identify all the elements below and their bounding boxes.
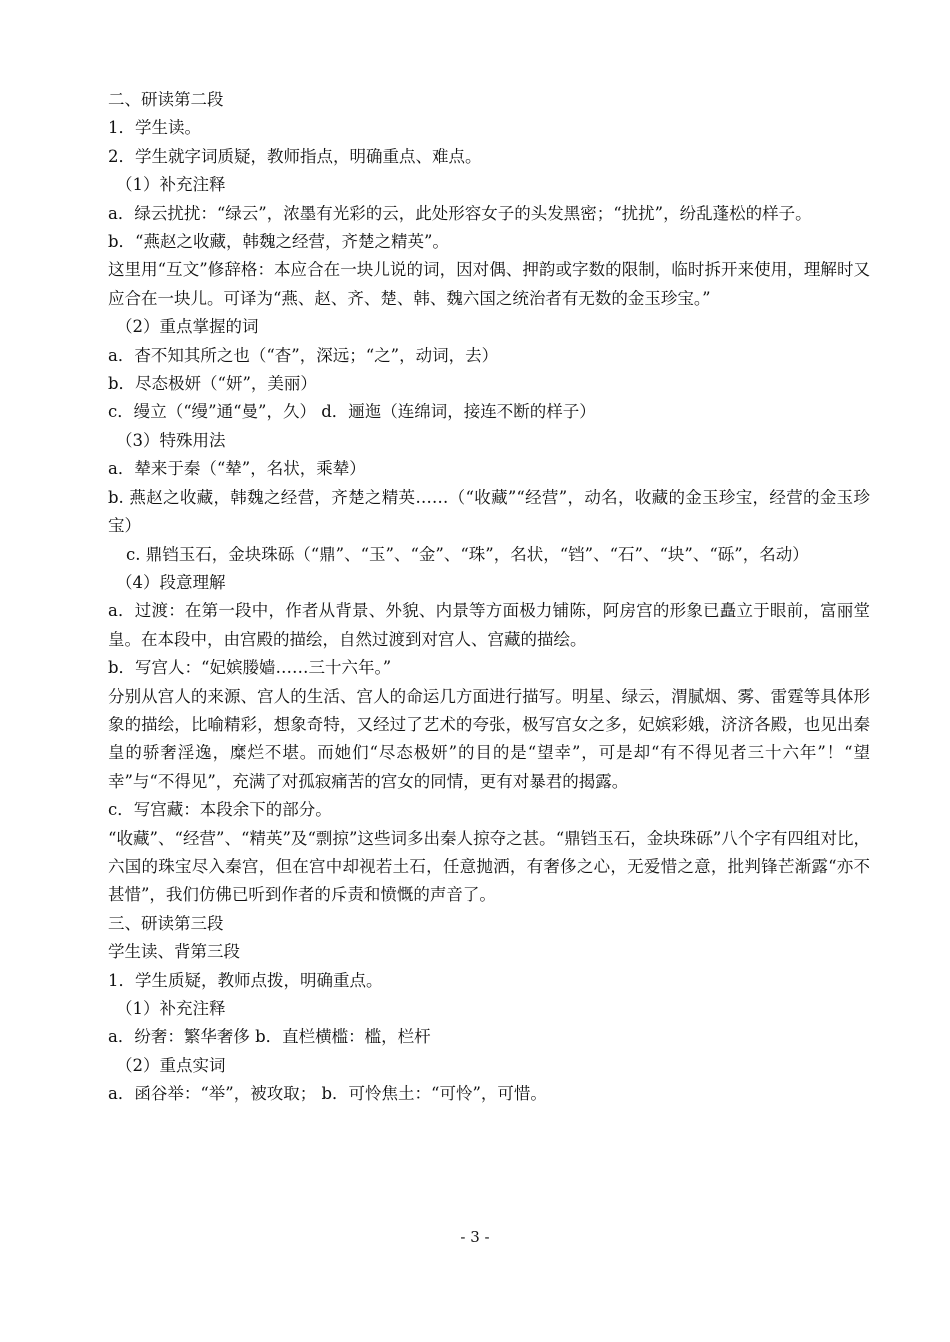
text-line: （3）特殊用法 xyxy=(116,430,226,450)
text-line: （1）补充注释 xyxy=(116,175,226,195)
text-line: 这里用“互文”修辞格：本应合在一块儿说的词，因对偶、押韵或字数的限制，临时拆开来使用，理解时又应合在一块儿。可译为“燕、赵、齐、楚、韩、魏六国之统治者有无数的金玉珍宝。” xyxy=(108,260,870,308)
text-line: c．缦立（“缦”通“曼”，久） d．逦迤（连绵词，接连不断的样子） xyxy=(108,402,596,422)
text-line: 2．学生就字词质疑，教师指点，明确重点、难点。 xyxy=(108,146,482,166)
text-line: （1）补充注释 xyxy=(116,999,226,1018)
document-body xyxy=(90,86,870,1109)
text-line: （2）重点实词 xyxy=(116,1055,226,1075)
text-line: a．纷奢：繁华奢侈 b．直栏横槛：槛，栏杆 xyxy=(108,1027,431,1047)
page-number: - 3 - xyxy=(460,1228,490,1246)
text-line: a．函谷举：“举”，被攻取； b．可怜焦土：“可怜”，可惜。 xyxy=(108,1084,547,1104)
text-line: 二、研读第二段 xyxy=(108,90,224,109)
text-line: a．杳不知其所之也（“杳”，深远；“之”，动词，去） xyxy=(108,345,499,365)
text-line: 1．学生读。 xyxy=(108,118,201,138)
text-line: b．写宫人：“妃嫔媵嫱……三十六年。” xyxy=(108,658,392,678)
text-line: b．“燕赵之收藏，韩魏之经营，齐楚之精英”。 xyxy=(108,232,449,252)
text-line: a．辇来于秦（“辇”，名状，乘辇） xyxy=(108,459,366,479)
text-line: b．尽态极妍（“妍”，美丽） xyxy=(108,374,317,394)
text-line: 1．学生质疑，教师点拨，明确重点。 xyxy=(108,970,383,990)
text-line: b. 燕赵之收藏，韩魏之经营，齐楚之精英……（“收藏”“经营”，动名，收藏的金玉珍宝，经营的金玉珍宝） xyxy=(108,487,870,536)
text-line: a．绿云扰扰：“绿云”，浓墨有光彩的云，此处形容女子的头发黑密；“扰扰”，纷乱蓬松的样子。 xyxy=(108,203,812,223)
text-line: “收藏”、“经营”、“精英”及“剽掠”这些词多出秦人掠夺之甚。“鼎铛玉石，金块珠砾”八个字有四组对比，六国的珠宝尽入秦宫，但在宫中却视若土石，任意抛洒，有奢侈之心，无爱惜之意，批判锋芒渐露“亦不甚惜”，我们仿佛已听到作者的斥责和愤慨的声音了。 xyxy=(108,828,870,905)
text-line: a．过渡：在第一段中，作者从背景、外貌、内景等方面极力铺陈，阿房宫的形象已矗立于眼前，富丽堂皇。在本段中，由宫殿的描绘，自然过渡到对宫人、宫藏的描绘。 xyxy=(108,601,870,649)
text-line: c．写宫藏：本段余下的部分。 xyxy=(108,800,332,820)
text-line: （2）重点掌握的词 xyxy=(116,317,259,337)
text-line: （4）段意理解 xyxy=(116,572,226,592)
text-line: 三、研读第三段 xyxy=(108,913,224,933)
text-line: 学生读、背第三段 xyxy=(108,942,240,962)
text-line: 分别从宫人的来源、宫人的生活、宫人的命运几方面进行描写。明星、绿云，渭腻烟、雾、雷霆等具体形象的描绘，比喻精彩，想象奇特，又经过了艺术的夸张，极写宫女之多，妃嫔彩娥，济济各殿，也见出秦皇的骄奢淫逸，糜烂不堪。而她们“尽态极妍”的目的是“望幸”，可是却“有不得见者三十六年”！“望幸”与“不得见”，充满了对孤寂痛苦的宫女的同情，更有对暴君的揭露。 xyxy=(108,686,870,791)
text-line: c. 鼎铛玉石，金块珠砾（“鼎”、“玉”、“金”、“珠”，名状，“铛”、“石”、“块”、“砾”，名动） xyxy=(126,544,809,564)
